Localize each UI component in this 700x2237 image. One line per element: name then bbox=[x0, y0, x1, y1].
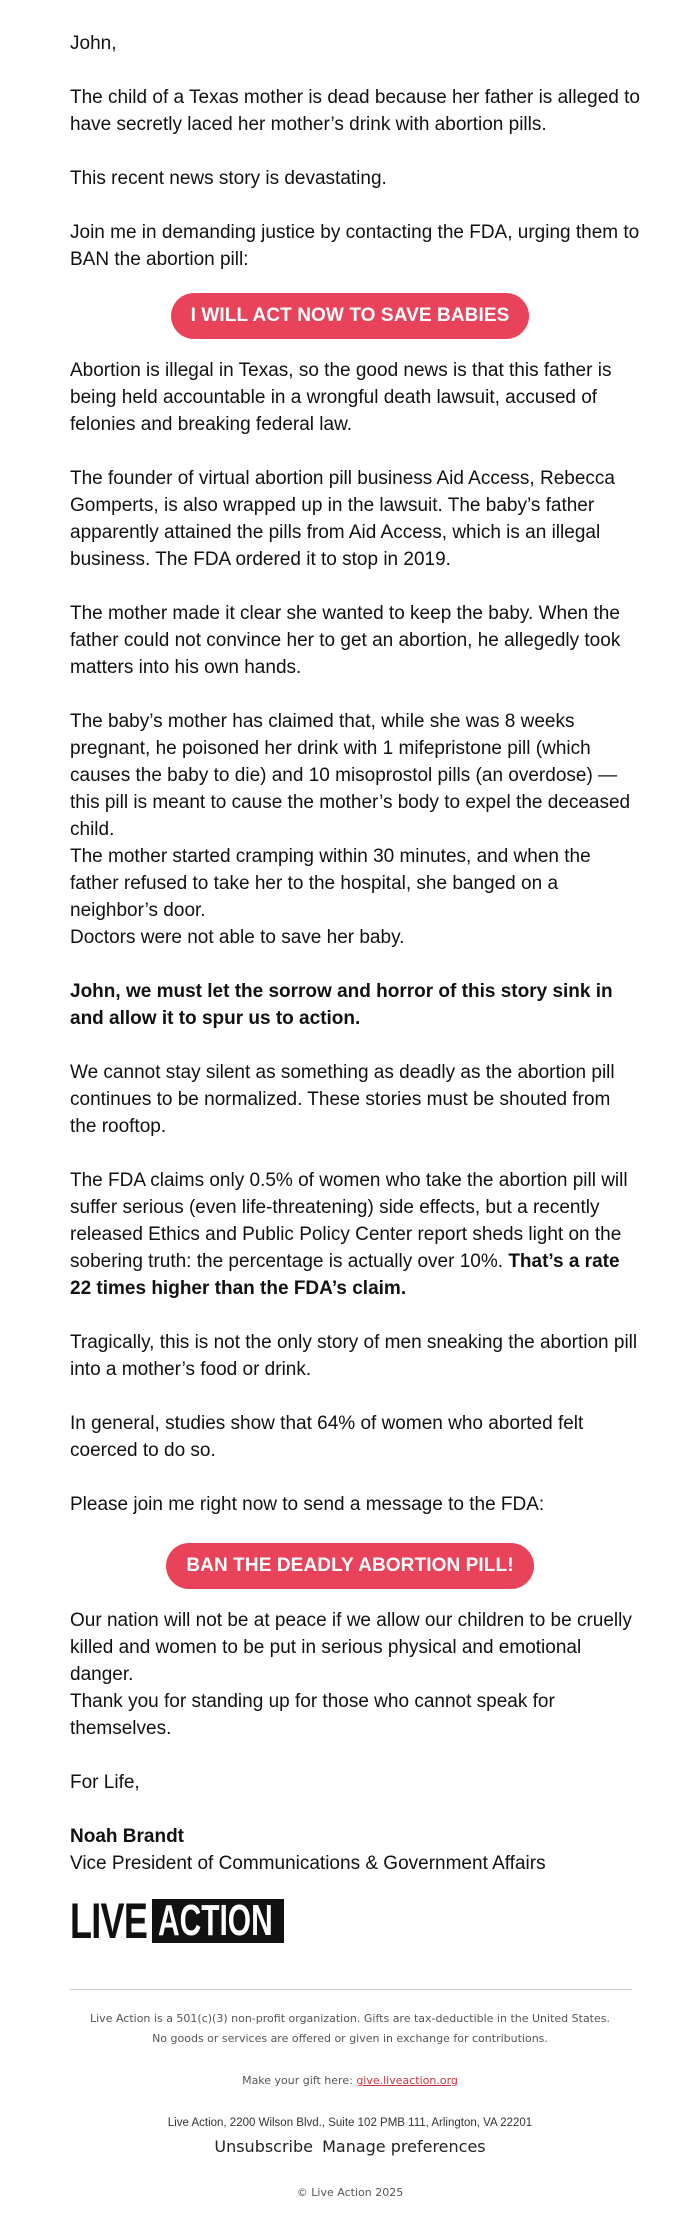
unsubscribe-link[interactable]: Unsubscribe bbox=[214, 2137, 313, 2156]
paragraph-10: We cannot stay silent as something as deadly as the abortion pill continues to be normalized. These stories must be shouted from the rooftop. bbox=[70, 1062, 615, 1137]
paragraph-6: The mother made it clear she wanted to keep the baby. When the father could not convince her to get an abortion, he allegedly took matters into his own hands. bbox=[70, 603, 621, 678]
cta-row-1 bbox=[0, 293, 700, 339]
signature-name: Noah Brandt bbox=[70, 1826, 184, 1847]
ban-pill-button[interactable]: BAN THE DEADLY ABORTION PILL! bbox=[166, 1543, 533, 1589]
paragraph-14: Please join me right now to send a message to the FDA: bbox=[70, 1494, 545, 1515]
cta-row-2 bbox=[0, 1543, 700, 1589]
paragraph-8: The mother started cramping within 30 minutes, and when the father refused to take her to the hospital, she banged on a neighbor’s door. bbox=[70, 846, 591, 921]
footer-copyright: © Live Action 2025 bbox=[296, 2186, 404, 2199]
logo-word-live: LIVE bbox=[70, 1893, 148, 1949]
paragraph-11 bbox=[70, 1167, 640, 1302]
greeting: John, bbox=[70, 33, 117, 54]
signature bbox=[70, 1823, 640, 1877]
paragraph-1: The child of a Texas mother is dead because her father is alleged to have secretly laced her mother’s drink with abortion pills. bbox=[70, 87, 640, 135]
live-action-logo bbox=[70, 1893, 284, 1949]
paragraph-12: Tragically, this is not the only story of men sneaking the abortion pill into a mother’s food or drink. bbox=[70, 1332, 638, 1380]
footer-links bbox=[0, 2137, 700, 2156]
footer-address: Live Action, 2200 Wilson Blvd., Suite 102 PMB 111, Arlington, VA 22201 bbox=[167, 2117, 533, 2129]
act-now-button[interactable]: I WILL ACT NOW TO SAVE BABIES bbox=[171, 293, 530, 339]
footer-disclaimer-line-2: No goods or services are offered or given in exchange for contributions. bbox=[152, 2032, 548, 2045]
footer-disclaimer bbox=[0, 2009, 700, 2049]
paragraph-15: Our nation will not be at peace if we allow our children to be cruelly killed and women to be put in serious physical and emotional danger. bbox=[70, 1610, 632, 1685]
logo-word-action: ACTION bbox=[158, 1896, 273, 1945]
signature-title: Vice President of Communications & Government Affairs bbox=[70, 1853, 546, 1874]
paragraph-9: Doctors were not able to save her baby. bbox=[70, 927, 405, 948]
footer-disclaimer-line-1: Live Action is a 501(c)(3) non-profit organization. Gifts are tax-deductible in the United States. bbox=[90, 2012, 610, 2025]
paragraph-bold-call: John, we must let the sorrow and horror of this story sink in and allow it to spur us to action. bbox=[70, 981, 613, 1029]
paragraph-3: Join me in demanding justice by contacting the FDA, urging them to BAN the abortion pill: bbox=[70, 222, 640, 270]
footer-gift bbox=[0, 2071, 700, 2091]
paragraph-11-text: The FDA claims only 0.5% of women who take the abortion pill will suffer serious (even life-threatening) side effects, but a recently released Ethics and Public Policy Center report sheds light on the sobering truth: the percentage is actually over 10%. bbox=[70, 1170, 628, 1272]
paragraph-13: In general, studies show that 64% of women who aborted felt coerced to do so. bbox=[70, 1413, 584, 1461]
paragraph-2: This recent news story is devastating. bbox=[70, 168, 387, 189]
footer-gift-label: Make your gift here: bbox=[242, 2074, 357, 2087]
paragraph-5: The founder of virtual abortion pill business Aid Access, Rebecca Gomperts, is also wrapped up in the lawsuit. The baby’s father apparently attained the pills from Aid Access, which is an illegal business. The FDA ordered it to stop in 2019. bbox=[70, 468, 615, 570]
paragraph-11-bold: That’s a rate 22 times higher than the FDA’s claim. bbox=[70, 1251, 620, 1299]
footer-divider bbox=[70, 1989, 632, 1990]
closing: For Life, bbox=[70, 1772, 140, 1793]
logo-word-action-box bbox=[152, 1896, 284, 1945]
footer-gift-link[interactable]: give.liveaction.org bbox=[356, 2074, 458, 2087]
manage-preferences-link[interactable]: Manage preferences bbox=[322, 2137, 486, 2156]
paragraph-4: Abortion is illegal in Texas, so the good news is that this father is being held accountable in a wrongful death lawsuit, accused of felonies and breaking federal law. bbox=[70, 360, 612, 435]
paragraph-16: Thank you for standing up for those who cannot speak for themselves. bbox=[70, 1691, 555, 1739]
paragraph-7: The baby’s mother has claimed that, while she was 8 weeks pregnant, he poisoned her drink with 1 mifepristone pill (which causes the baby to die) and 10 misoprostol pills (an overdose) — this pill is meant to cause the mother’s body to expel the deceased child. bbox=[70, 711, 631, 840]
